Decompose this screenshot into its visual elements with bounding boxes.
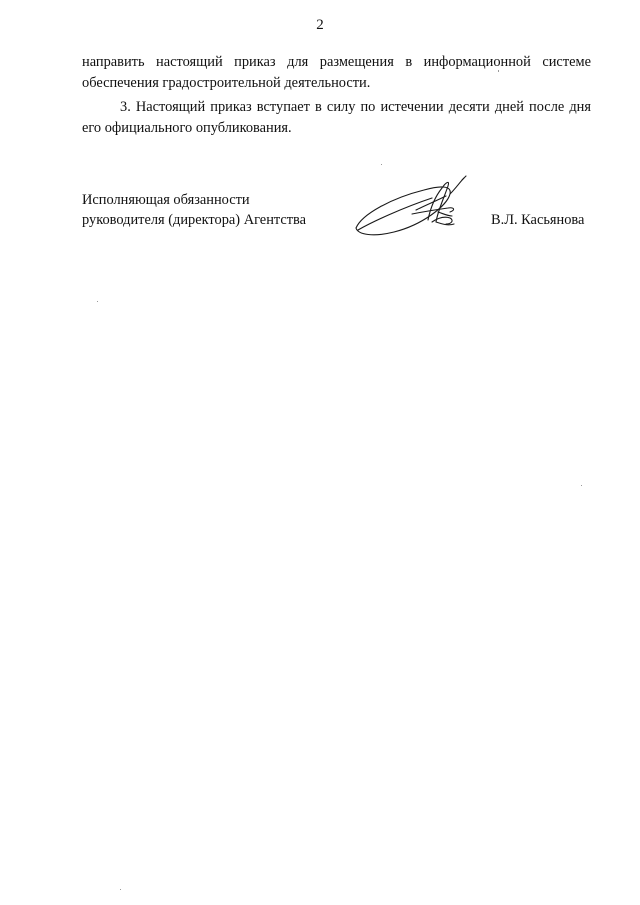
paragraph-line: его официального опубликования.	[82, 120, 292, 136]
paragraph-line: направить настоящий приказ для размещения в информационной системе	[82, 54, 591, 70]
scan-speck	[581, 485, 582, 486]
paragraph-line: 3. Настоящий приказ вступает в силу по истечении десяти дней после дня	[120, 99, 591, 115]
scan-speck	[381, 164, 382, 165]
paragraph-line: обеспечения градостроительной деятельности.	[82, 75, 371, 91]
signer-title	[82, 190, 306, 230]
signer-title-line: руководителя (директора) Агентства	[82, 212, 307, 228]
scan-speck	[498, 70, 499, 72]
handwritten-signature	[352, 170, 477, 245]
paragraph-continuation	[82, 52, 591, 94]
signer-name: В.Л. Касьянова	[491, 212, 585, 228]
scan-speck	[97, 301, 98, 302]
signer-title-line: Исполняющая обязанности	[82, 192, 250, 208]
scan-speck	[120, 889, 121, 890]
page-number: 2	[316, 17, 324, 33]
paragraph-item-3	[82, 97, 591, 139]
